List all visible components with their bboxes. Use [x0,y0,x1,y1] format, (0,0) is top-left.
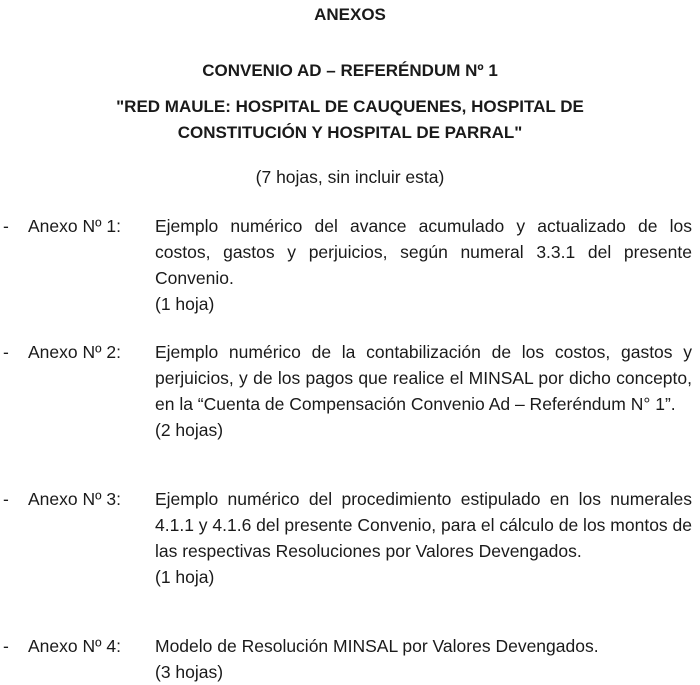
agreement-title: CONVENIO AD – REFERÉNDUM Nº 1 [202,61,498,80]
network-title: "RED MAULE: HOSPITAL DE CAUQUENES, HOSPITAL DE CONSTITUCIÓN Y HOSPITAL DE PARRAL" [116,97,584,142]
annex-page-count: (1 hoja) [155,567,215,587]
annex-description: Ejemplo numérico del procedimiento estipulado en los numerales 4.1.1 y 4.1.6 del presente Convenio, para el cálculo de los montos de las respectivas Resoluciones por Valores Devengados. [155,489,693,561]
list-bullet: - [3,489,9,509]
annex-label: Anexo Nº 3: [28,489,121,509]
page-count-note: (7 hojas, sin incluir esta) [255,167,445,187]
annex-page-count: (1 hoja) [155,294,215,314]
annex-description: Ejemplo numérico del avance acumulado y actualizado de los costos, gastos y perjuicios, según numeral 3.3.1 del presente Convenio. [155,216,692,288]
annex-body [155,339,692,443]
annex-body [155,213,692,317]
annex-body [155,486,692,590]
section-heading: ANEXOS [314,5,386,24]
annex-label: Anexo Nº 2: [28,342,121,362]
list-bullet: - [3,342,9,362]
annex-body [155,633,692,685]
annex-page-count: (2 hojas) [155,420,224,440]
annex-label: Anexo Nº 4: [28,636,121,656]
list-bullet: - [3,636,9,656]
annex-label: Anexo Nº 1: [28,216,121,236]
annex-page-count: (3 hojas) [155,662,224,682]
annex-description: Ejemplo numérico de la contabilización de los costos, gastos y perjuicios, y de los pagos que realice el MINSAL por dicho concepto, en la “Cuenta de Compensación Convenio Ad – Referéndum N° 1”. [155,342,692,414]
annex-description: Modelo de Resolución MINSAL por Valores Devengados. [155,636,599,656]
list-bullet: - [3,216,9,236]
